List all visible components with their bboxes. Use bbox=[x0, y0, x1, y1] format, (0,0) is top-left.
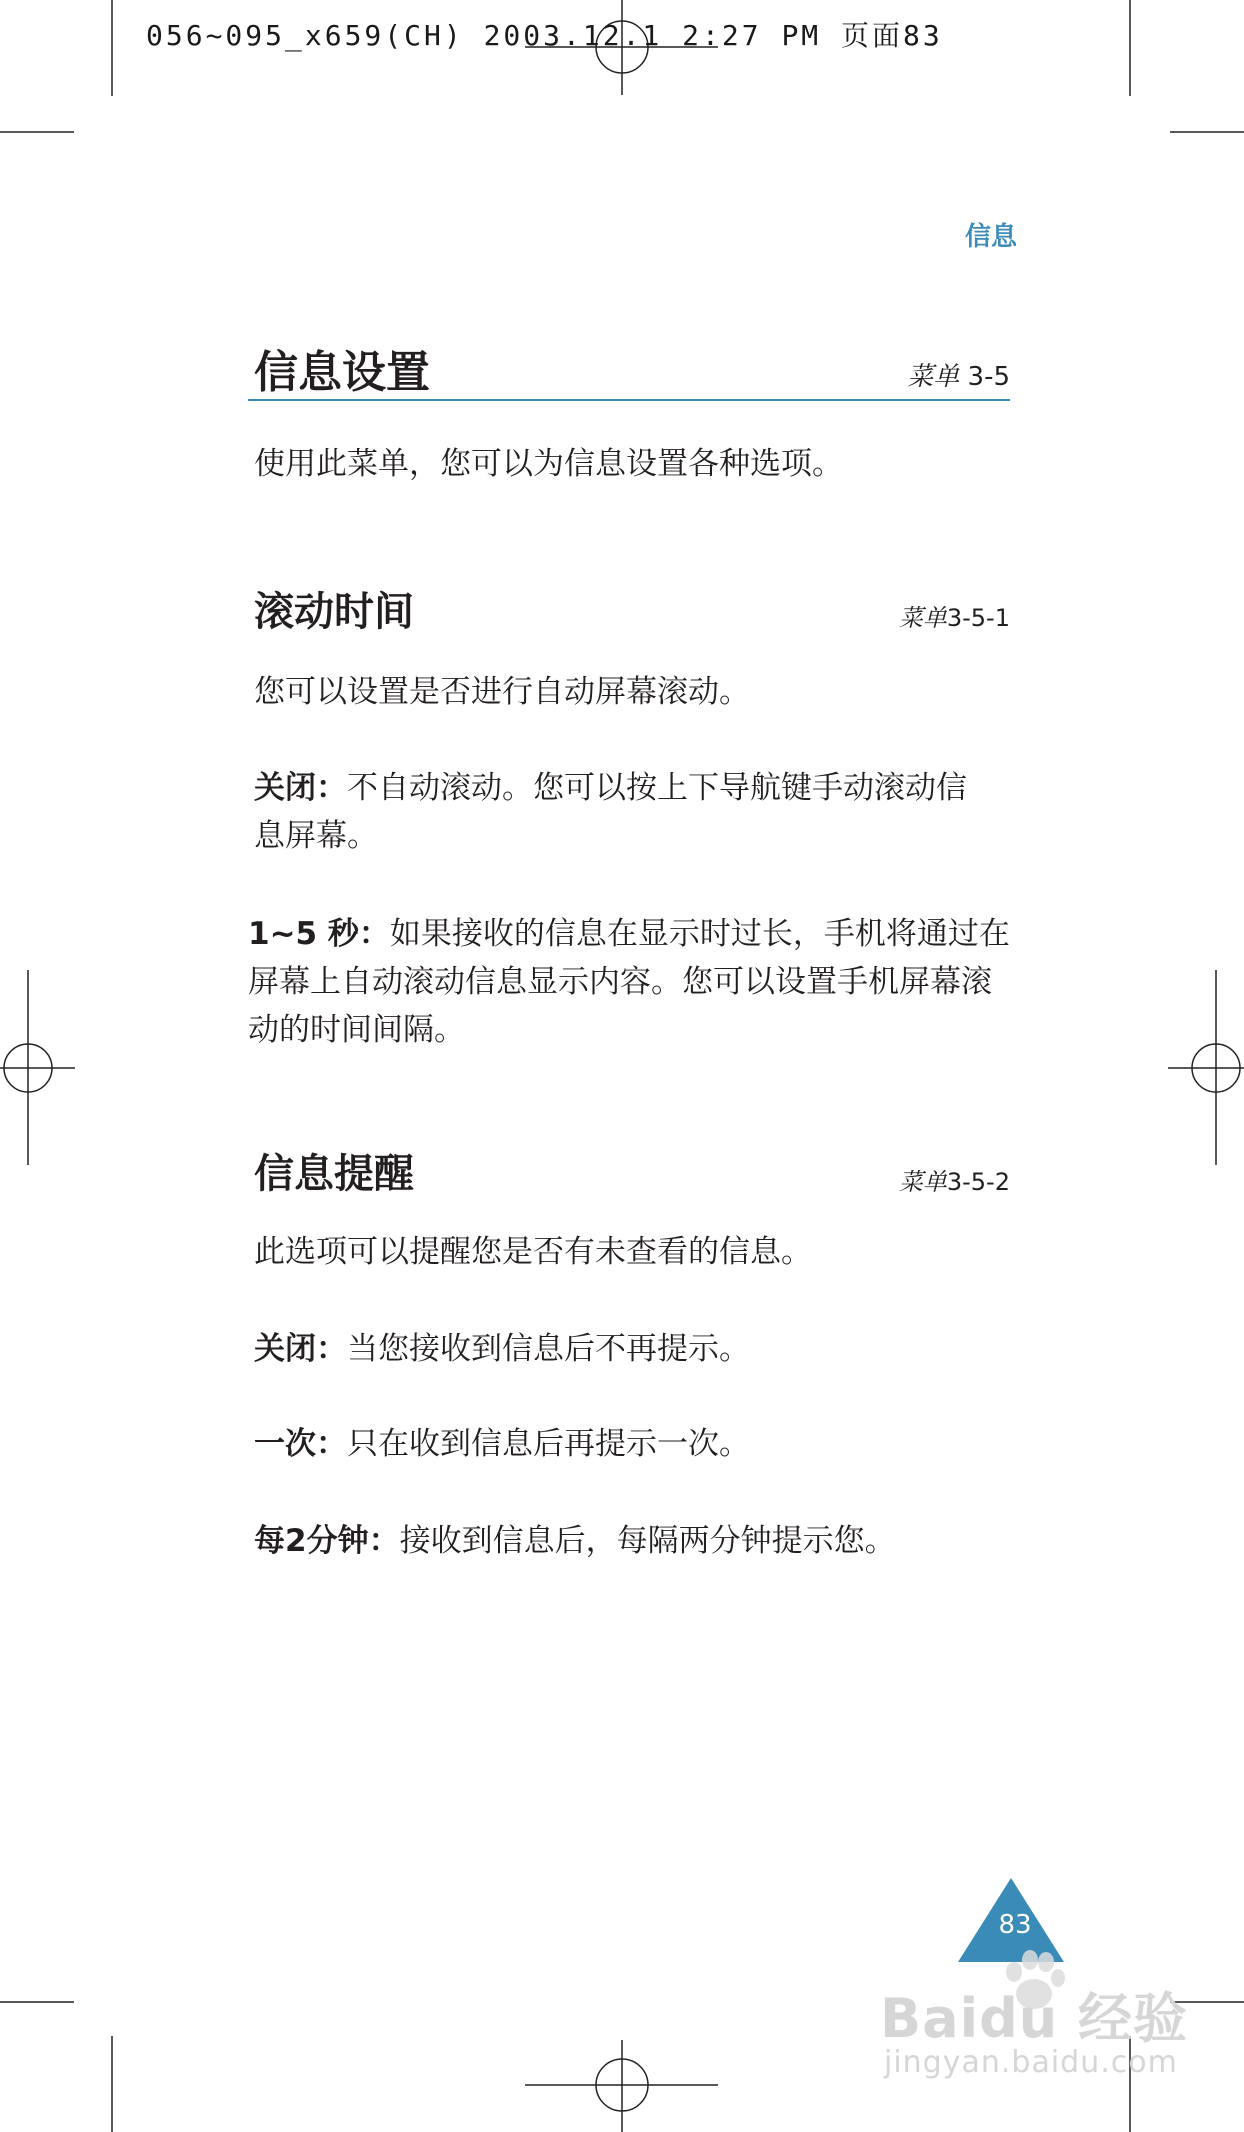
reminder-intro: 此选项可以提醒您是否有未查看的信息。 bbox=[254, 1234, 812, 1270]
menu-word: 菜单 bbox=[898, 1168, 947, 1196]
option-text: 接收到信息后，每隔两分钟提示您。 bbox=[399, 1523, 896, 1559]
reminder-option-off bbox=[254, 1325, 1014, 1373]
scroll-option-off bbox=[254, 764, 994, 860]
reminder-menu-reference bbox=[899, 1162, 1010, 1197]
option-label: 关闭： bbox=[254, 770, 347, 806]
menu-number: 3-5-2 bbox=[946, 1168, 1010, 1196]
watermark-logo-text: Baidu 经验 bbox=[880, 1987, 1189, 2050]
watermark-url: jingyan.baidu.com bbox=[884, 2045, 1178, 2080]
option-label: 一次： bbox=[254, 1426, 347, 1462]
option-label: 每2分钟： bbox=[254, 1523, 400, 1559]
menu-reference bbox=[907, 356, 1010, 393]
menu-number: 3-5 bbox=[959, 362, 1010, 392]
reminder-heading: 信息提醒 bbox=[254, 1151, 414, 1197]
section-tag: 信息 bbox=[964, 222, 1017, 252]
option-text: 只在收到信息后再提示一次。 bbox=[347, 1426, 750, 1462]
option-label: 关闭： bbox=[254, 1331, 347, 1367]
title-rule bbox=[248, 399, 1010, 401]
print-header: 056~095_x659(CH) 2003.12.1 2:27 PM 页面83 bbox=[146, 19, 943, 52]
page-number: 83 bbox=[998, 1910, 1032, 1940]
reminder-option-every-2-min bbox=[254, 1517, 1014, 1565]
option-label: 1~5 秒： bbox=[248, 916, 390, 952]
scroll-time-menu-reference bbox=[899, 598, 1010, 633]
intro-text: 使用此菜单，您可以为信息设置各种选项。 bbox=[254, 446, 843, 482]
option-text: 不自动滚动。您可以按上下导航键手动滚动信息屏幕。 bbox=[254, 770, 967, 854]
scroll-time-heading: 滚动时间 bbox=[254, 589, 414, 635]
option-text: 如果接收的信息在显示时过长，手机将通过在屏幕上自动滚动信息显示内容。您可以设置手机屏幕滚动的时间间隔。 bbox=[248, 916, 1010, 1048]
option-text: 当您接收到信息后不再提示。 bbox=[347, 1331, 750, 1367]
menu-word: 菜单 bbox=[907, 362, 960, 392]
scroll-time-intro: 您可以设置是否进行自动屏幕滚动。 bbox=[254, 674, 750, 710]
reminder-option-once bbox=[254, 1420, 1014, 1468]
page-title: 信息设置 bbox=[254, 347, 430, 398]
scroll-option-seconds bbox=[248, 910, 1018, 1054]
menu-number: 3-5-1 bbox=[946, 604, 1010, 632]
menu-word: 菜单 bbox=[898, 604, 947, 632]
